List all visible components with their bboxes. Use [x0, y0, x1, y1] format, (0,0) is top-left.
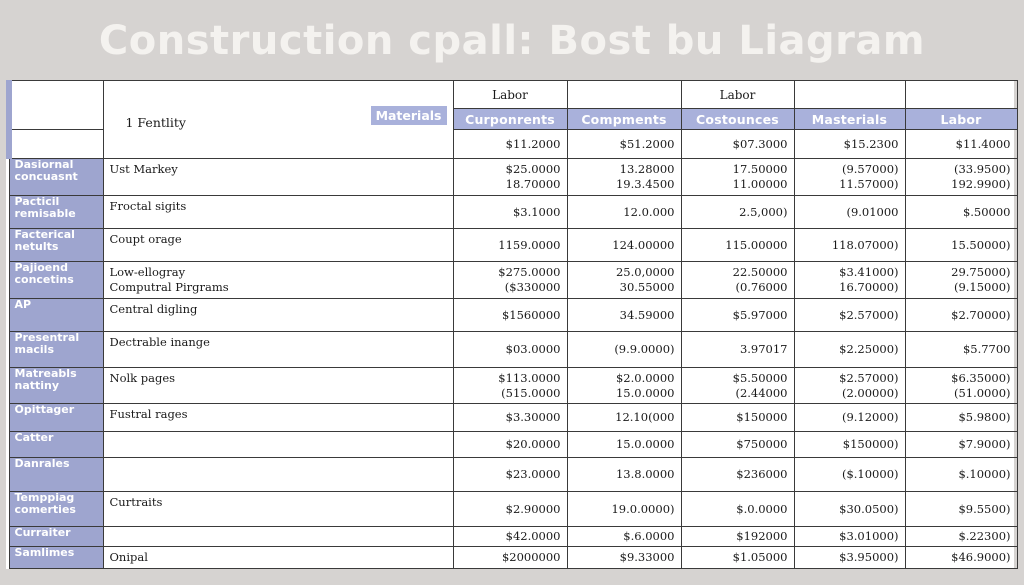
- col-subtotal-1: $11.2000: [453, 130, 567, 159]
- entity-label: 1 Fentlity: [125, 115, 186, 130]
- value-cell: [567, 527, 681, 547]
- value-cell: [681, 492, 794, 527]
- value-line: $2.57000): [839, 371, 899, 385]
- value-cell: [905, 404, 1017, 432]
- row-description: [103, 299, 453, 332]
- value-line: 13.8.0000: [615, 467, 675, 481]
- table-row: [9, 404, 1017, 432]
- value-cell: [453, 332, 567, 368]
- row-description-line: Low-ellogray: [109, 265, 186, 279]
- value-cell: [453, 368, 567, 404]
- value-cell: [681, 159, 794, 196]
- row-description-line: Froctal sigits: [109, 199, 187, 213]
- value-line: $6.35000): [951, 371, 1011, 385]
- row-category-label: Dasiornal concuasnt: [9, 159, 103, 196]
- value-line: $7.9000): [958, 437, 1011, 451]
- value-cell: [794, 432, 905, 458]
- row-category-label: Matreabls nattiny: [9, 368, 103, 404]
- value-cell: [453, 229, 567, 262]
- row-category-label: Opittager: [9, 404, 103, 432]
- value-line: 192.9900): [951, 177, 1011, 191]
- value-line: $3.01000): [839, 529, 899, 543]
- value-line: $236000: [736, 467, 788, 481]
- value-cell: [794, 368, 905, 404]
- value-line: $5.50000: [732, 371, 788, 385]
- value-cell: [681, 332, 794, 368]
- value-line: $5.7700: [962, 342, 1011, 356]
- value-cell: [453, 404, 567, 432]
- value-cell: [794, 404, 905, 432]
- col-subtotal-2: $51.2000: [567, 130, 681, 159]
- value-cell: [794, 332, 905, 368]
- value-line: 11.57000): [839, 177, 899, 191]
- row-category-label: Pajioend concetins: [9, 262, 103, 299]
- value-line: $3.41000): [839, 265, 899, 279]
- value-cell: [794, 229, 905, 262]
- value-line: 30.55000: [619, 280, 675, 294]
- value-cell: [905, 229, 1017, 262]
- value-cell: [567, 299, 681, 332]
- value-line: 2.5,000): [739, 204, 788, 219]
- row-description-line: Computral Pirgrams: [109, 280, 229, 294]
- value-line: $1.05000: [732, 550, 788, 564]
- value-cell: [794, 458, 905, 492]
- value-line: 22.50000: [732, 265, 788, 279]
- table-row: [9, 332, 1017, 368]
- value-cell: [794, 299, 905, 332]
- value-cell: [453, 432, 567, 458]
- col-subtotal-5: $11.4000: [905, 130, 1017, 159]
- corner-cell-lower: [9, 130, 103, 159]
- value-line: (9.12000): [841, 410, 899, 424]
- value-cell: [453, 527, 567, 547]
- value-cell: [681, 262, 794, 299]
- value-line: $.22300): [958, 529, 1011, 543]
- value-line: ($330000: [504, 280, 561, 294]
- value-line: 115.00000: [725, 237, 788, 252]
- value-cell: [681, 229, 794, 262]
- row-category-label: AP: [9, 299, 103, 332]
- row-description: [103, 262, 453, 299]
- value-line: $23.0000: [505, 467, 561, 481]
- value-line: $25.0000: [505, 162, 561, 176]
- row-category-label: Samlimes: [9, 547, 103, 569]
- value-line: 124.00000: [612, 237, 675, 252]
- col-header-3: Costounces: [681, 109, 794, 130]
- value-cell: [453, 547, 567, 569]
- value-cell: [681, 432, 794, 458]
- value-cell: [567, 262, 681, 299]
- col-top-label-4: [794, 81, 905, 109]
- value-line: 13.28000: [619, 162, 675, 176]
- value-cell: [567, 229, 681, 262]
- value-line: $150000: [736, 410, 788, 424]
- value-cell: [567, 368, 681, 404]
- value-line: (0.76000: [735, 280, 788, 294]
- cost-table: [6, 80, 1018, 569]
- value-line: 18.70000: [505, 177, 561, 191]
- value-line: 25.0,0000: [615, 265, 675, 279]
- value-line: $192000: [736, 529, 788, 543]
- value-cell: [681, 299, 794, 332]
- row-description-line: Coupt orage: [109, 232, 182, 246]
- row-description-line: [110, 461, 447, 476]
- value-cell: [681, 196, 794, 229]
- col-header-5: Labor: [905, 109, 1017, 130]
- value-line: 11.00000: [732, 177, 788, 191]
- row-description: [103, 458, 453, 492]
- value-line: $.0.0000: [736, 501, 788, 516]
- row-description-line: Ust Markey: [109, 162, 178, 176]
- value-line: 118.07000): [831, 237, 899, 252]
- value-line: 34.59000: [619, 307, 675, 322]
- value-line: $1560000: [501, 307, 561, 322]
- col-top-label-1: Labor: [453, 81, 567, 109]
- value-cell: [794, 159, 905, 196]
- value-cell: [567, 332, 681, 368]
- row-category-label: Catter: [9, 432, 103, 458]
- row-category-label: Pacticil remisable: [9, 196, 103, 229]
- col-subtotal-3: $07.3000: [681, 130, 794, 159]
- value-cell: [794, 547, 905, 569]
- materials-header-label: Materials: [371, 106, 447, 125]
- value-cell: [905, 332, 1017, 368]
- page-title: Construction cpall: Bost bu Liagram: [98, 18, 926, 64]
- row-category-label: Danrales: [9, 458, 103, 492]
- value-cell: [567, 492, 681, 527]
- value-cell: [681, 527, 794, 547]
- value-line: $2.57000): [839, 307, 899, 322]
- value-cell: [453, 492, 567, 527]
- row-description: [103, 547, 453, 569]
- value-line: (9.01000: [846, 204, 899, 219]
- value-line: 19.0.0000): [611, 501, 675, 516]
- value-line: 15.50000): [951, 237, 1011, 252]
- value-line: $2.0.0000: [615, 371, 675, 385]
- value-line: 3.97017: [739, 342, 788, 356]
- value-line: $9.33000: [619, 550, 675, 564]
- value-cell: [905, 159, 1017, 196]
- value-cell: [905, 547, 1017, 569]
- value-line: 29.75000): [951, 265, 1011, 279]
- value-line: 1159.0000: [498, 237, 561, 252]
- col-header-4: Masterials: [794, 109, 905, 130]
- value-line: $03.0000: [505, 342, 561, 356]
- row-description-line: Fustral rages: [109, 407, 188, 421]
- entity-header-cell: [103, 81, 453, 159]
- row-description: [103, 332, 453, 368]
- value-line: $113.0000: [498, 371, 561, 385]
- col-header-1: Curponrents: [453, 109, 567, 130]
- table-row: [9, 432, 1017, 458]
- table-row: [9, 547, 1017, 569]
- row-description: [103, 492, 453, 527]
- row-description-line: [110, 177, 447, 192]
- row-category-label: Presentral macils: [9, 332, 103, 368]
- table-row: [9, 196, 1017, 229]
- table-row: [9, 458, 1017, 492]
- value-cell: [567, 432, 681, 458]
- corner-cell: [9, 81, 103, 130]
- row-description: [103, 527, 453, 547]
- value-cell: [905, 458, 1017, 492]
- value-line: $3.95000): [839, 550, 899, 564]
- row-description-line: Curtraits: [109, 495, 163, 509]
- value-line: $.10000): [958, 467, 1011, 481]
- row-description: [103, 229, 453, 262]
- value-cell: [567, 196, 681, 229]
- row-description: [103, 368, 453, 404]
- row-description-line: [110, 435, 447, 450]
- value-cell: [681, 368, 794, 404]
- value-line: ($.10000): [841, 467, 899, 481]
- value-line: $9.5500): [958, 501, 1011, 516]
- col-subtotal-4: $15.2300: [794, 130, 905, 159]
- row-description: [103, 159, 453, 196]
- col-top-label-3: Labor: [681, 81, 794, 109]
- value-cell: [905, 262, 1017, 299]
- value-line: 15.0.0000: [615, 437, 675, 451]
- value-line: $.6.0000: [623, 529, 675, 543]
- value-line: (2.00000): [841, 386, 899, 400]
- value-cell: [905, 368, 1017, 404]
- value-line: $42.0000: [505, 529, 561, 543]
- value-cell: [794, 492, 905, 527]
- value-line: $2.90000: [505, 501, 561, 516]
- row-description-line: Central digling: [109, 302, 198, 316]
- value-line: (2.44000: [735, 386, 788, 400]
- value-line: (515.0000: [501, 386, 561, 400]
- row-description-line: [110, 530, 447, 545]
- table-row: [9, 159, 1017, 196]
- col-header-2: Compments: [567, 109, 681, 130]
- value-line: 16.70000): [839, 280, 899, 294]
- value-line: 17.50000: [732, 162, 788, 176]
- value-cell: [567, 404, 681, 432]
- value-line: $2.25000): [839, 342, 899, 356]
- table-row: [9, 262, 1017, 299]
- value-cell: [794, 527, 905, 547]
- value-cell: [453, 262, 567, 299]
- value-cell: [905, 527, 1017, 547]
- value-line: 12.0.000: [623, 204, 675, 219]
- value-line: $3.1000: [512, 204, 561, 219]
- value-line: $2000000: [501, 550, 561, 564]
- value-line: $2.70000): [951, 307, 1011, 322]
- value-cell: [905, 196, 1017, 229]
- row-category-label: Curraiter: [9, 527, 103, 547]
- value-cell: [905, 492, 1017, 527]
- table-row: [9, 368, 1017, 404]
- value-cell: [794, 262, 905, 299]
- row-description: [103, 432, 453, 458]
- row-description: [103, 196, 453, 229]
- value-cell: [905, 432, 1017, 458]
- value-cell: [905, 299, 1017, 332]
- row-description-line: [110, 386, 447, 401]
- value-line: $20.0000: [505, 437, 561, 451]
- value-cell: [567, 458, 681, 492]
- table-row: [9, 492, 1017, 527]
- value-line: 12.10(000: [615, 410, 675, 424]
- value-line: (9.15000): [953, 280, 1011, 294]
- value-line: 19.3.4500: [615, 177, 675, 191]
- value-cell: [794, 196, 905, 229]
- value-line: $30.0500): [839, 501, 899, 516]
- value-line: $750000: [736, 437, 788, 451]
- table-row: [9, 299, 1017, 332]
- value-line: $.50000: [962, 204, 1011, 219]
- table-row: [9, 527, 1017, 547]
- value-cell: [681, 458, 794, 492]
- value-line: (9.9.0000): [614, 342, 675, 356]
- value-line: (9.57000): [841, 162, 899, 176]
- value-line: $46.9000): [951, 550, 1011, 564]
- value-cell: [453, 159, 567, 196]
- value-line: $5.9800): [958, 410, 1011, 424]
- value-line: 15.0.0000: [615, 386, 675, 400]
- col-top-label-2: [567, 81, 681, 109]
- value-cell: [681, 547, 794, 569]
- value-cell: [453, 458, 567, 492]
- value-line: (33.9500): [953, 162, 1011, 176]
- value-cell: [567, 547, 681, 569]
- value-cell: [453, 196, 567, 229]
- row-category-label: Facterical netults: [9, 229, 103, 262]
- col-top-label-5: [905, 81, 1017, 109]
- row-description-line: Dectrable inange: [109, 335, 210, 349]
- value-line: $275.0000: [498, 265, 561, 279]
- row-category-label: Temppiag comerties: [9, 492, 103, 527]
- value-line: (51.0000): [953, 386, 1011, 400]
- value-line: $150000): [842, 437, 899, 451]
- value-line: $3.30000: [505, 410, 561, 424]
- value-cell: [681, 404, 794, 432]
- cost-table-sheet: [6, 80, 1014, 569]
- row-description: [103, 404, 453, 432]
- row-description-line: Nolk pages: [109, 371, 176, 385]
- table-row: [9, 229, 1017, 262]
- row-description-line: Onipal: [109, 550, 148, 564]
- value-cell: [567, 159, 681, 196]
- value-cell: [453, 299, 567, 332]
- value-line: $5.97000: [732, 307, 788, 322]
